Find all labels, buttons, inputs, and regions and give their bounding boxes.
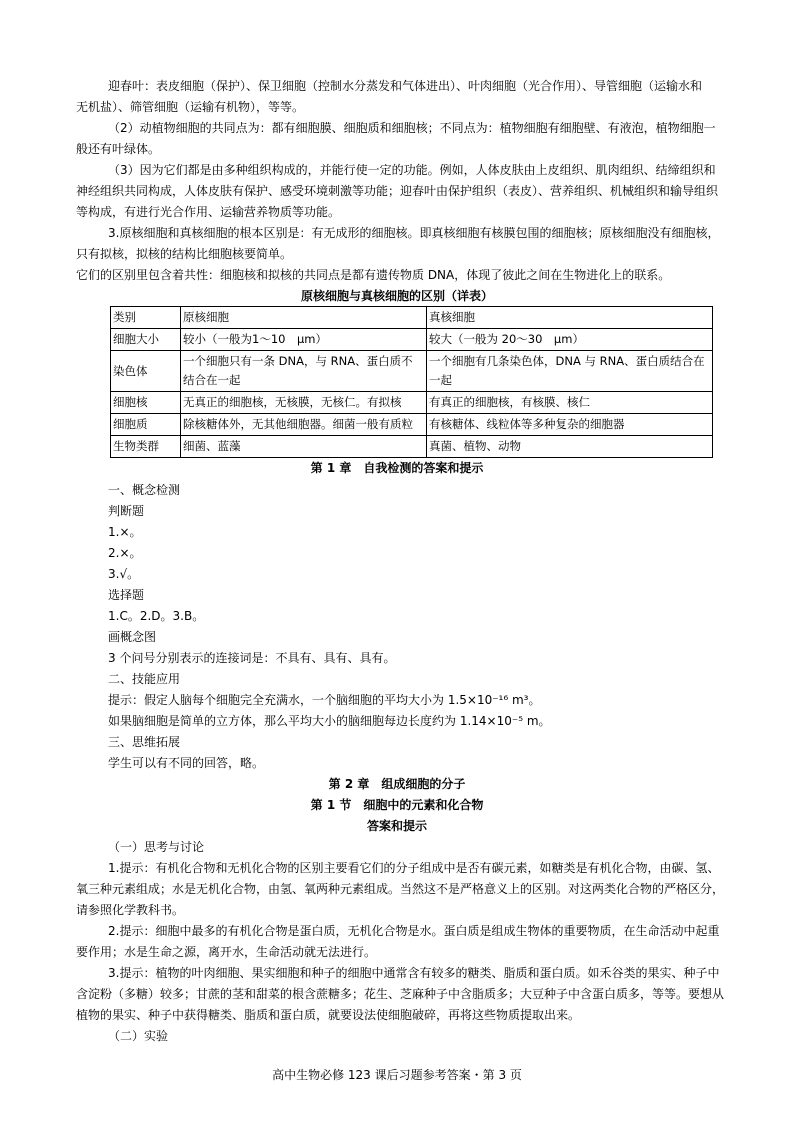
section-heading: 三、思维拓展: [108, 735, 181, 749]
table-cell: 较小（一般为1～10 μm）: [181, 329, 427, 351]
table-cell: 染色体: [111, 351, 181, 392]
part-heading: （二）实验: [108, 1029, 169, 1043]
text-line: 神经组织共同构成，人体皮肤有保护、感受环境刺激等功能；迎春叶由保护组织（表皮）、营养组织、机械组织和输导组织: [76, 184, 719, 198]
text-line: 2.提示：细胞中最多的有机化合物是蛋白质，无机化合物是水。蛋白质是组成生物体的重要物质，在生命活动中起重: [108, 924, 720, 938]
answer-line: 提示：假定人脑每个细胞完全充满水，一个脑细胞的平均大小为 1.5×10⁻¹⁶ m³。: [108, 693, 541, 707]
table-cell: 无真正的细胞核，无核膜，无核仁。有拟核: [181, 392, 427, 414]
text-line: 1.提示：有机化合物和无机化合物的区别主要看它们的分子组成中是否有碳元素，如糖类是有机化合物，由碳、氢、: [108, 861, 720, 875]
subheading: 选择题: [108, 588, 145, 602]
answer-line: 1.C。2.D。3.B。: [108, 609, 205, 623]
text-line: （3）因为它们都是由多种组织构成的，并能行使一定的功能。例如，人体皮肤由上皮组织、肌肉组织、结缔组织和: [108, 163, 716, 177]
table-cell: 有真正的细胞核，有核膜、核仁: [427, 392, 713, 414]
part-heading: （一）思考与讨论: [108, 840, 205, 854]
answer-line: 学生可以有不同的回答，略。: [108, 756, 265, 770]
section-title: 第 1 节 细胞中的元素和化合物: [310, 798, 484, 812]
table-header-cell: 原核细胞: [181, 307, 427, 329]
chapter-title: 第 2 章 组成细胞的分子: [328, 777, 466, 791]
table-row: [111, 329, 713, 351]
section-heading: 一、概念检测: [108, 483, 181, 497]
table-cell: 生物类群: [111, 436, 181, 458]
answer-line: 3 个问号分别表示的连接词是：不具有、具有、具有。: [108, 651, 396, 665]
table-cell: 较大（一般为 20～30 μm）: [427, 329, 713, 351]
text-line: 只有拟核，拟核的结构比细胞核要简单。: [76, 247, 293, 261]
comparison-table: [110, 306, 713, 458]
answer-line: 如果脑细胞是简单的立方体，那么平均大小的脑细胞每边长度约为 1.14×10⁻⁵ m。: [108, 714, 551, 728]
subheading: 判断题: [108, 504, 145, 518]
text-line: （2）动植物细胞的共同点为：都有细胞膜、细胞质和细胞核；不同点为：植物细胞有细胞壁、有液泡，植物细胞一: [108, 121, 716, 135]
table-row: [111, 436, 713, 458]
answer-line: 3.√。: [108, 567, 140, 581]
text-line: 请参照化学教科书。: [76, 903, 185, 917]
text-line: 般还有叶绿体。: [76, 142, 161, 156]
table-row: [111, 414, 713, 436]
table-cell: 一个细胞有几条染色体，DNA 与 RNA、蛋白质结合在一起: [427, 351, 713, 392]
table-header-cell: 类别: [111, 307, 181, 329]
answers-heading: 答案和提示: [366, 819, 427, 833]
text-line: 迎春叶：表皮细胞（保护）、保卫细胞（控制水分蒸发和气体进出）、叶肉细胞（光合作用）、导管细胞（运输水和: [108, 79, 703, 93]
text-line: 等构成，有进行光合作用、运输营养物质等功能。: [76, 205, 341, 219]
table-cell: 细胞大小: [111, 329, 181, 351]
chapter-title: 第 1 章 自我检测的答案和提示: [310, 461, 484, 475]
table-header-row: [111, 307, 713, 329]
table-caption: 原核细胞与真核细胞的区别（详表）: [300, 289, 493, 303]
text-line: 3.原核细胞和真核细胞的根本区别是：有无成形的细胞核。即真核细胞有核膜包围的细胞核；原核细胞没有细胞核，: [108, 226, 720, 240]
page-footer: 高中生物必修 123 课后习题参考答案・第 3 页: [272, 1068, 522, 1082]
text-line: 植物的果实、种子中获得糖类、脂质和蛋白质，就要设法使细胞破碎，再将这些物质提取出来。: [76, 1008, 581, 1022]
table-cell: 除核糖体外，无其他细胞器。细菌一般有质粒: [181, 414, 427, 436]
answer-line: 1.×。: [108, 525, 142, 539]
text-line: 含淀粉（多糖）较多；甘蔗的茎和甜菜的根含蔗糖多；花生、芝麻种子中含脂质多；大豆种子中含蛋白质多，等等。要想从: [76, 987, 725, 1001]
table-row: [111, 392, 713, 414]
text-line: 氧三种元素组成；水是无机化合物，由氢、氧两种元素组成。当然这不是严格意义上的区别。对这两类化合物的严格区分，: [76, 882, 725, 896]
subheading: 画概念图: [108, 630, 157, 644]
answer-line: 2.×。: [108, 546, 142, 560]
table-cell: 一个细胞只有一条 DNA，与 RNA、蛋白质不结合在一起: [181, 351, 427, 392]
text-line: 3.提示：植物的叶肉细胞、果实细胞和种子的细胞中通常含有较多的糖类、脂质和蛋白质。如禾谷类的果实、种子中: [108, 966, 720, 980]
table-header-cell: 真核细胞: [427, 307, 713, 329]
text-line: 无机盐）、筛管细胞（运输有机物），等等。: [76, 100, 305, 114]
table-cell: 有核糖体、线粒体等多种复杂的细胞器: [427, 414, 713, 436]
text-line: 要作用；水是生命之源，离开水，生命活动就无法进行。: [76, 945, 377, 959]
section-heading: 二、技能应用: [108, 672, 181, 686]
table-cell: 真菌、植物、动物: [427, 436, 713, 458]
table-cell: 细胞质: [111, 414, 181, 436]
table-cell: 细菌、蓝藻: [181, 436, 427, 458]
table-row: [111, 351, 713, 392]
table-cell: 细胞核: [111, 392, 181, 414]
text-line: 它们的区别里包含着共性：细胞核和拟核的共同点是都有遗传物质 DNA，体现了彼此之间在生物进化上的联系。: [76, 268, 671, 282]
